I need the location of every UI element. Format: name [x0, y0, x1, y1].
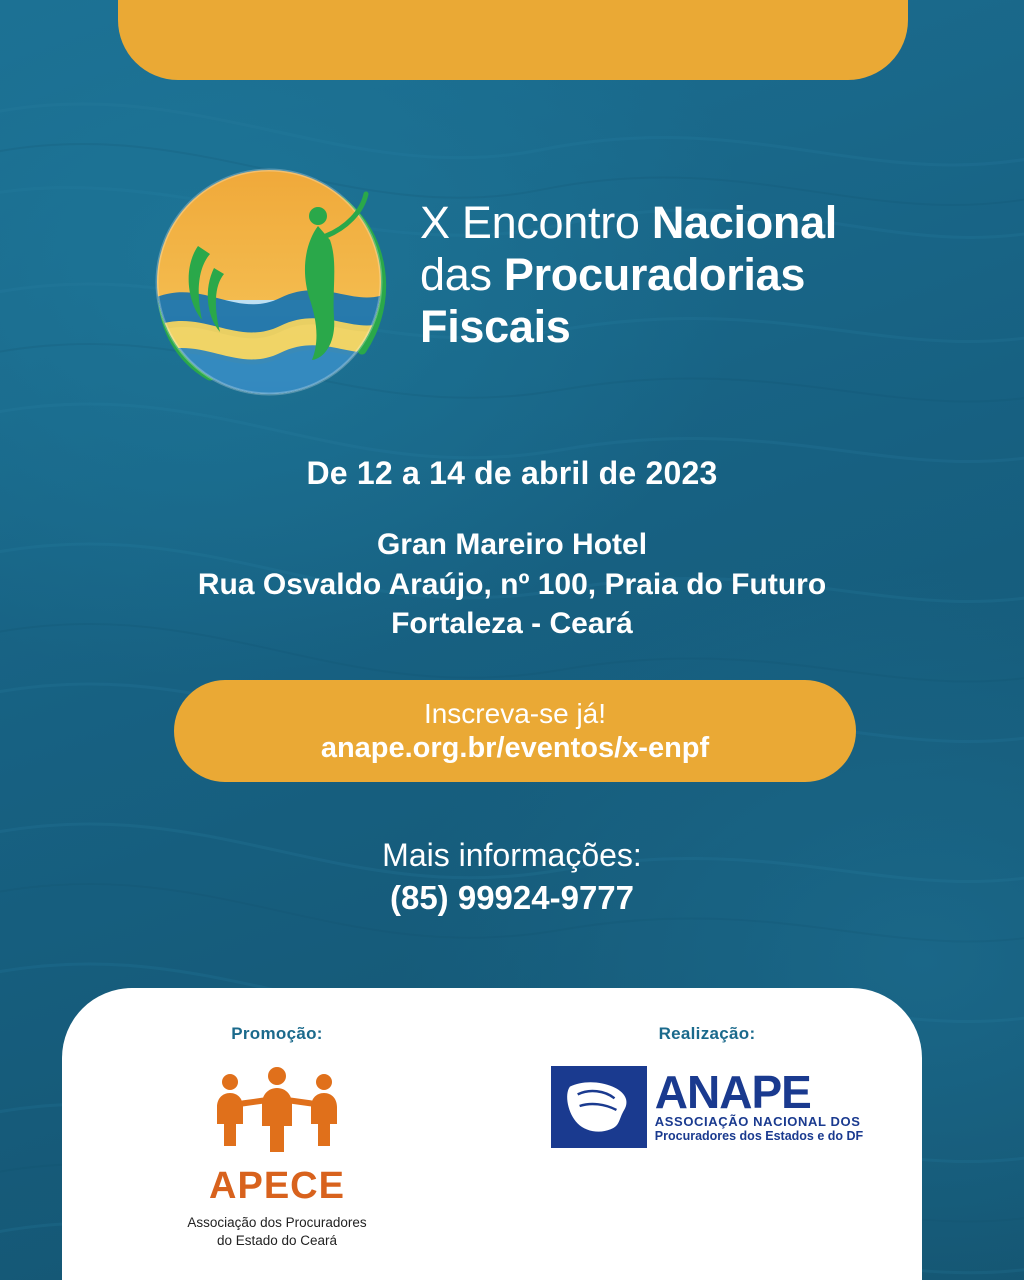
- title-line2-bold: Procuradorias: [503, 249, 806, 301]
- anape-logo-icon: [551, 1066, 863, 1148]
- promotion-column: [62, 1024, 492, 1280]
- venue-name: Gran Mareiro Hotel: [376, 528, 648, 561]
- anape-wordmark: ANAPE: [654, 1066, 811, 1119]
- anape-subtitle-line1: ASSOCIAÇÃO NACIONAL DOS: [654, 1113, 861, 1129]
- poster-header: [0, 150, 1024, 400]
- venue-address: Rua Osvaldo Araújo, nº 100, Praia do Futuro: [197, 567, 827, 601]
- apece-subtitle: [187, 1214, 366, 1250]
- event-title: [420, 199, 837, 350]
- anape-subtitle-line2: Procuradores dos Estados e do DF: [654, 1128, 864, 1143]
- title-line1-bold: Nacional: [651, 197, 838, 249]
- top-accent-bar: [118, 0, 908, 80]
- promotion-label: Promoção:: [231, 1024, 323, 1043]
- register-cta-button[interactable]: [174, 680, 856, 782]
- apece-logo-icon: [202, 1066, 352, 1163]
- title-line2-thin: das: [420, 249, 504, 301]
- contact-phone[interactable]: (85) 99924-9777: [389, 879, 635, 916]
- realization-label: Realização:: [658, 1024, 756, 1043]
- more-info-label: Mais informações:: [382, 837, 642, 873]
- apece-wordmark: APECE: [209, 1165, 345, 1207]
- title-line3-bold: Fiscais: [420, 300, 571, 352]
- title-line1-thin: X Encontro: [420, 197, 652, 249]
- event-logo-icon: [140, 150, 398, 400]
- cta-headline: Inscreva-se já!: [423, 697, 607, 729]
- anape-emblem-icon: [551, 1066, 647, 1148]
- realization-column: [492, 1024, 922, 1280]
- more-info-block: [0, 835, 1024, 917]
- event-dates: De 12 a 14 de abril de 2023: [306, 455, 718, 491]
- venue-city: Fortaleza - Ceará: [391, 607, 633, 641]
- sponsors-footer: [62, 988, 922, 1280]
- event-venue: [0, 525, 1024, 644]
- cta-url[interactable]: anape.org.br/eventos/x-enpf: [320, 731, 710, 764]
- apece-subtitle-line1: Associação dos Procuradores: [187, 1215, 367, 1230]
- apece-subtitle-line2: do Estado do Ceará: [216, 1233, 338, 1249]
